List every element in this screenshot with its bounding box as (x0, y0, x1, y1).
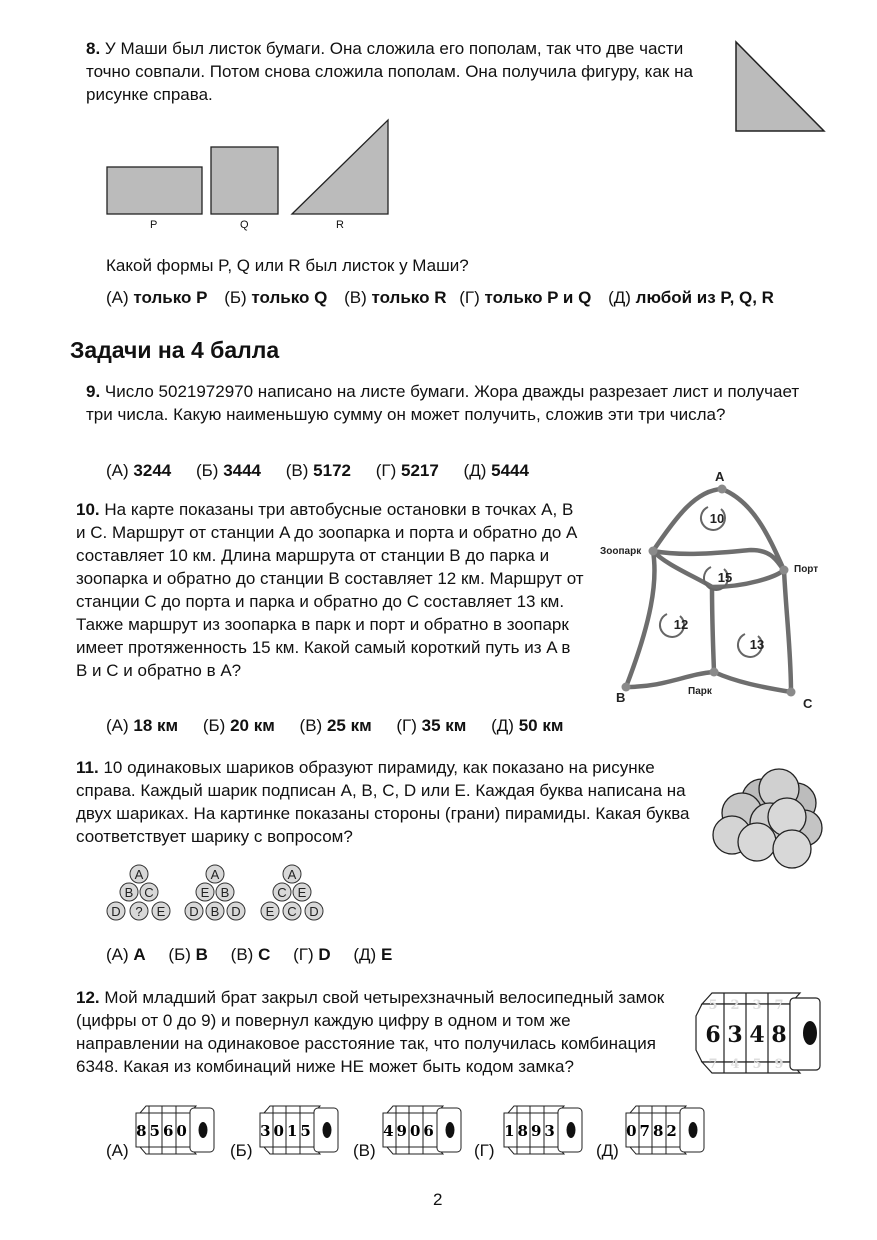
svg-text:3: 3 (752, 998, 762, 1013)
svg-text:2: 2 (730, 998, 740, 1013)
svg-text:E: E (265, 904, 275, 919)
svg-text:A: A (134, 867, 144, 882)
problem-number: 9. (86, 382, 101, 401)
loop-label-13: 13 (749, 637, 765, 652)
svg-text:E: E (297, 885, 307, 900)
problem-statement: Число 5021972970 написано на листе бумаги. Жора дважды разрезает лист и получает три числа. Какую наименьшую сумму он может получить, сложив эти три числа? (86, 382, 800, 424)
svg-text:D: D (309, 904, 319, 919)
problem-8-text (86, 37, 706, 106)
label-q: Q (240, 219, 249, 231)
shape-p-rect (107, 167, 202, 214)
svg-text:5: 5 (752, 1057, 762, 1072)
problem-statement: У Маши был листок бумаги. Она сложила его пополам, так что две части точно совпали. Потом снова сложила пополам. Она получила фигуру, как на рисунке справа. (86, 39, 693, 104)
svg-text:A: A (210, 867, 220, 882)
problem-11-options (106, 945, 392, 965)
option-v: (В) 25 км (299, 716, 372, 735)
ball-pyramid-figure (712, 765, 832, 873)
pyramid-faces-figure (102, 862, 337, 930)
svg-text:3015: 3015 (260, 1122, 314, 1140)
problem-11-text (76, 756, 716, 848)
problem-10-text (76, 498, 584, 682)
svg-text:7: 7 (774, 998, 784, 1013)
option-a: (А) только P (106, 288, 208, 307)
problem-number: 8. (86, 39, 101, 58)
svg-text:4: 4 (749, 1022, 765, 1048)
svg-text:9: 9 (774, 1057, 784, 1072)
svg-text:6: 6 (705, 1022, 721, 1048)
option-a: (А) A (106, 945, 146, 964)
svg-text:4: 4 (730, 1057, 740, 1072)
option-a: (А) 3244 (106, 461, 172, 480)
svg-text:?: ? (135, 904, 143, 919)
problem-10-options (106, 716, 563, 736)
svg-text:E: E (156, 904, 166, 919)
option-b: (Б) B (168, 945, 208, 964)
face-2 (185, 865, 245, 920)
page-number: 2 (433, 1190, 443, 1209)
park-label: Парк (688, 686, 712, 697)
problem-number: 12. (76, 988, 100, 1007)
svg-text:8: 8 (771, 1022, 787, 1048)
option-g: (Г) 35 км (396, 716, 467, 735)
problem-statement: На карте показаны три автобусные остановки в точках A, B и C. Маршрут от станции A до зоопарка и порта и обратно до A составляет 10 км. Длина маршрута от станции B до парка и зоопарка и обратно до станции B составляет 12 км. Маршрут от станции C до порта и парка и обратно до C составляет 13 км. Также маршрут из зоопарка в парк и порт и обратно в зоопарк имеет протяженность 15 км. Какой самый короткий путь из A в B и C и обратно в A? (76, 500, 584, 680)
shapes-pqr-figure (100, 115, 400, 235)
svg-text:1893: 1893 (504, 1122, 558, 1140)
svg-text:D: D (231, 904, 241, 919)
loop-label-10: 10 (709, 511, 725, 526)
problem-12-options: (А) 8560 (Б) 3015 (В) 4906 (Г) 1893 (Д) 0782 (106, 1104, 726, 1166)
svg-text:D: D (111, 904, 121, 919)
loop-label-12: 12 (673, 617, 689, 632)
svg-text:8560: 8560 (136, 1122, 190, 1140)
svg-text:0782: 0782 (626, 1122, 680, 1140)
problem-number: 11. (76, 758, 99, 777)
svg-text:B: B (220, 885, 230, 900)
problem-12-text (76, 986, 676, 1078)
svg-text:E: E (200, 885, 210, 900)
point-c-label: C (803, 696, 813, 711)
problem-8-options (106, 288, 774, 308)
option-d: (Д) 5444 (463, 461, 529, 480)
svg-text:B: B (124, 885, 134, 900)
svg-text:B: B (210, 904, 220, 919)
point-b-label: B (616, 690, 626, 705)
option-b: (Б) 20 км (202, 716, 275, 735)
svg-text:C: C (287, 904, 297, 919)
svg-text:D: D (189, 904, 199, 919)
problem-9-options (106, 461, 529, 481)
problem-9-text (86, 380, 811, 426)
option-d: (Д) любой из P, Q, R (608, 288, 774, 307)
face-3 (261, 865, 323, 920)
shape-r-triangle (292, 120, 388, 214)
point-a-label: A (715, 469, 725, 484)
option-g: (Г) D (293, 945, 331, 964)
option-g: (Г) 5217 (375, 461, 439, 480)
option-a: (А) 18 км (106, 716, 179, 735)
option-v: (В) C (230, 945, 271, 964)
svg-text:7: 7 (708, 1057, 718, 1072)
problem-statement: 10 одинаковых шариков образуют пирамиду, как показано на рисунке справа. Каждый шарик подписан A, B, C, D или E. Каждая буква написана на двух шариках. На картинке показаны стороны (грани) пирамиды. Какая буква соответствует шарику с вопросом? (76, 758, 690, 846)
svg-text:C: C (277, 885, 287, 900)
option-b: (Б) только Q (224, 288, 328, 307)
svg-text:C: C (144, 885, 154, 900)
svg-text:3: 3 (727, 1022, 743, 1048)
folded-triangle-figure (730, 38, 830, 136)
bus-map-figure (596, 462, 836, 717)
option-d: (Д) E (353, 945, 393, 964)
option-v: (В) только R (344, 288, 447, 307)
svg-text:5: 5 (708, 998, 718, 1013)
port-label: Порт (794, 564, 819, 575)
svg-text:4906: 4906 (383, 1122, 437, 1140)
problem-number: 10. (76, 500, 100, 519)
problem-statement: Мой младший брат закрыл свой четырехзначный велосипедный замок (цифры от 0 до 9) и повернул каждую цифру в одном и том же направлении на одинаковое расстояние так, что получилась комбинация 6348. Какая из комбинаций ниже НЕ может быть кодом замка? (76, 988, 665, 1076)
problem-8-question: Какой формы P, Q или R был листок у Маши? (106, 256, 469, 275)
svg-text:A: A (287, 867, 297, 882)
face-1 (107, 865, 170, 920)
zoo-label: Зоопарк (600, 546, 642, 557)
option-d: (Д) 50 км (491, 716, 564, 735)
main-bike-lock (690, 990, 835, 1078)
option-b: (Б) 3444 (195, 461, 262, 480)
section-title: Задачи на 4 балла (70, 337, 280, 363)
label-p: P (150, 219, 158, 231)
option-v: (В) 5172 (285, 461, 351, 480)
loop-label-15: 15 (717, 570, 733, 585)
shape-q-square (211, 147, 278, 214)
label-r: R (336, 219, 344, 231)
option-g: (Г) только P и Q (459, 288, 592, 307)
